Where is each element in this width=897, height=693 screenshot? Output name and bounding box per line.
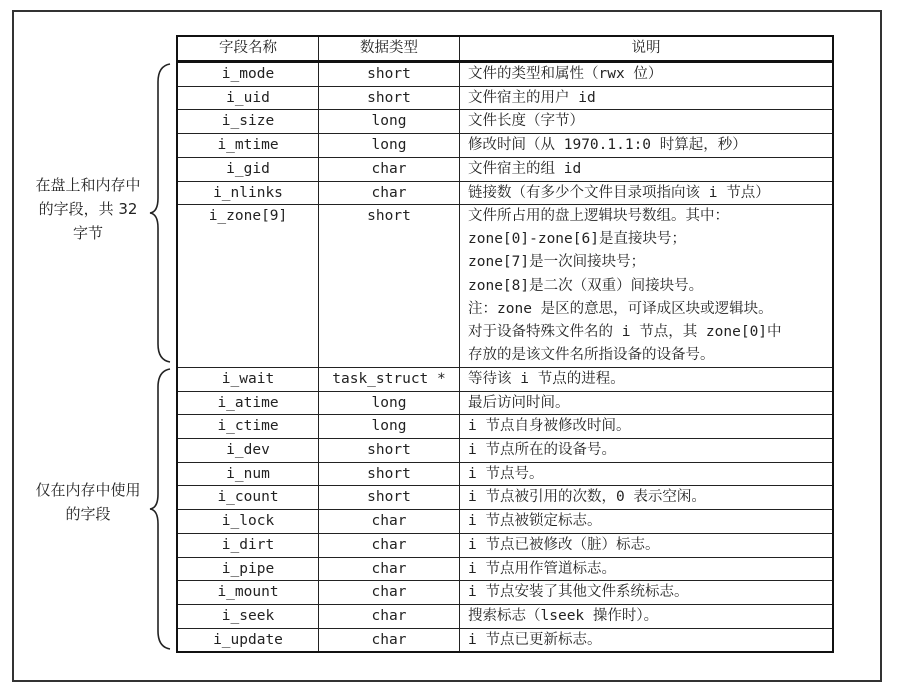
field-name-cell: i_uid	[177, 86, 319, 110]
description-cell: i 节点安装了其他文件系统标志。	[460, 581, 834, 605]
data-type-cell: task_struct *	[319, 367, 460, 391]
data-type-cell: char	[319, 510, 460, 534]
data-type-cell: char	[319, 157, 460, 181]
brace-disk-fields	[148, 62, 176, 364]
description-cell: 文件长度（字节）	[460, 110, 834, 134]
field-name-cell: i_mount	[177, 581, 319, 605]
header-field-name: 字段名称	[177, 36, 319, 62]
description-line: 对于设备特殊文件名的 i 节点，其 zone[0]中	[468, 323, 782, 340]
field-name-cell: i_atime	[177, 391, 319, 415]
data-type-cell: short	[319, 438, 460, 462]
table-row	[177, 557, 833, 581]
field-name-cell: i_dirt	[177, 533, 319, 557]
description-cell: i 节点已被修改（脏）标志。	[460, 533, 834, 557]
data-type-cell: short	[319, 205, 460, 368]
description-cell: i 节点被锁定标志。	[460, 510, 834, 534]
data-type-cell: long	[319, 134, 460, 158]
description-line: zone[8]是二次（双重）间接块号。	[468, 277, 704, 294]
table-row	[177, 134, 833, 158]
field-name-cell: i_dev	[177, 438, 319, 462]
table-row	[177, 205, 833, 368]
description-cell: 链接数（有多少个文件目录项指向该 i 节点）	[460, 181, 834, 205]
data-type-cell: long	[319, 415, 460, 439]
description-line: zone[7]是一次间接块号；	[468, 254, 646, 271]
description-line: 注：zone 是区的意思，可译成区块或逻辑块。	[468, 300, 773, 317]
field-name-cell: i_mode	[177, 62, 319, 87]
group-label-line: 字节	[72, 224, 103, 242]
data-type-cell: char	[319, 628, 460, 652]
field-name-cell: i_gid	[177, 157, 319, 181]
table-header-row	[177, 36, 833, 62]
data-type-cell: char	[319, 557, 460, 581]
group-label-line: 仅在内存中使用	[35, 481, 141, 499]
field-name-cell: i_count	[177, 486, 319, 510]
table-row	[177, 533, 833, 557]
header-data-type: 数据类型	[319, 36, 460, 62]
field-name-cell: i_update	[177, 628, 319, 652]
data-type-cell: short	[319, 62, 460, 87]
description-cell: 等待该 i 节点的进程。	[460, 367, 834, 391]
description-cell: 文件宿主的用户 id	[460, 86, 834, 110]
table-row	[177, 510, 833, 534]
data-type-cell: short	[319, 86, 460, 110]
data-type-cell: long	[319, 110, 460, 134]
field-name-cell: i_pipe	[177, 557, 319, 581]
header-description: 说明	[460, 36, 834, 62]
description-cell: i 节点所在的设备号。	[460, 438, 834, 462]
table-row	[177, 181, 833, 205]
table-row	[177, 367, 833, 391]
description-cell: i 节点自身被修改时间。	[460, 415, 834, 439]
description-line: zone[0]-zone[6]是直接块号；	[468, 231, 686, 248]
group-label-line: 在盘上和内存中	[35, 176, 141, 194]
description-cell: i 节点用作管道标志。	[460, 557, 834, 581]
table-row	[177, 438, 833, 462]
table-row	[177, 86, 833, 110]
table-row	[177, 62, 833, 87]
description-line: 存放的是该文件名所指设备的设备号。	[468, 346, 715, 363]
description-cell: 文件宿主的组 id	[460, 157, 834, 181]
description-cell: 修改时间（从 1970.1.1:0 时算起，秒）	[460, 134, 834, 158]
field-name-cell: i_nlinks	[177, 181, 319, 205]
data-type-cell: char	[319, 533, 460, 557]
field-name-cell: i_seek	[177, 604, 319, 628]
table-row	[177, 462, 833, 486]
data-type-cell: short	[319, 486, 460, 510]
table-row	[177, 157, 833, 181]
field-name-cell: i_size	[177, 110, 319, 134]
group-label-line: 的字段，共 32	[38, 200, 138, 218]
description-cell	[460, 205, 834, 368]
field-name-cell: i_lock	[177, 510, 319, 534]
data-type-cell: long	[319, 391, 460, 415]
table-row	[177, 581, 833, 605]
field-name-cell: i_wait	[177, 367, 319, 391]
group-label-disk-and-memory	[22, 173, 154, 245]
table-row	[177, 415, 833, 439]
description-cell: 搜索标志（lseek 操作时）。	[460, 604, 834, 628]
data-type-cell: short	[319, 462, 460, 486]
description-cell: i 节点被引用的次数，0 表示空闲。	[460, 486, 834, 510]
description-cell: i 节点已更新标志。	[460, 628, 834, 652]
field-name-cell: i_mtime	[177, 134, 319, 158]
data-type-cell: char	[319, 581, 460, 605]
table-row	[177, 486, 833, 510]
group-label-memory-only	[22, 478, 154, 526]
description-line: 文件所占用的盘上逻辑块号数组。其中：	[468, 208, 729, 225]
group-label-line: 的字段	[65, 505, 111, 523]
table-row	[177, 391, 833, 415]
brace-memory-fields	[148, 367, 176, 651]
table-row	[177, 110, 833, 134]
table-row	[177, 628, 833, 652]
inode-fields-table	[176, 35, 834, 653]
description-cell: 最后访问时间。	[460, 391, 834, 415]
field-name-cell: i_num	[177, 462, 319, 486]
data-type-cell: char	[319, 604, 460, 628]
table-row	[177, 604, 833, 628]
description-cell: i 节点号。	[460, 462, 834, 486]
field-name-cell: i_ctime	[177, 415, 319, 439]
data-type-cell: char	[319, 181, 460, 205]
description-cell: 文件的类型和属性（rwx 位）	[460, 62, 834, 87]
field-name-cell: i_zone[9]	[177, 205, 319, 368]
